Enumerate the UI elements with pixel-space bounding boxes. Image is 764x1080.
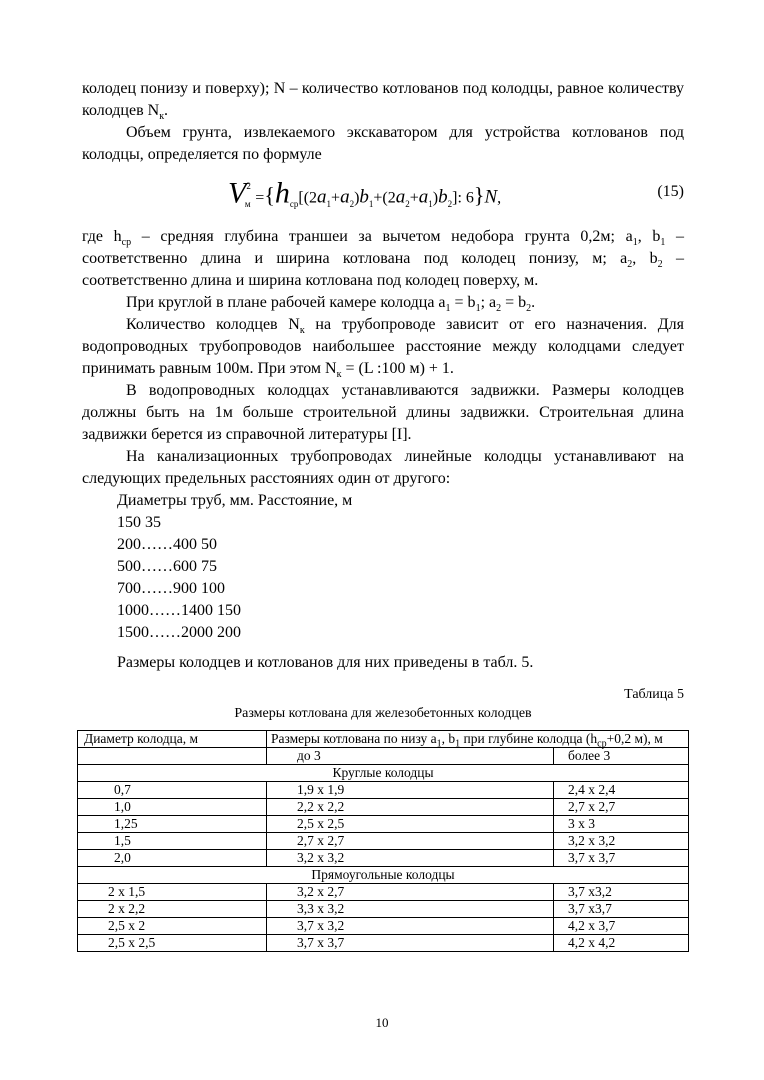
list-item: 500……600 75 bbox=[117, 558, 217, 575]
table-section-row bbox=[78, 867, 689, 884]
cell: 3,2 х 3,2 bbox=[554, 833, 689, 850]
cell: 4,2 х 4,2 bbox=[554, 935, 689, 952]
paragraph-sewer: На канализационных трубопроводах линейные колодцы устанавливают на следующих предельных расстояниях один от другого: bbox=[82, 448, 684, 487]
header-cell: Диаметр колодца, м bbox=[78, 731, 267, 748]
list-item: 700……900 100 bbox=[117, 580, 225, 597]
table-row bbox=[78, 901, 689, 918]
cell: 3,7 х3,7 bbox=[554, 901, 689, 918]
table-caption: Размеры котлована для железобетонных колодцев bbox=[234, 706, 532, 721]
list-item: 200……400 50 bbox=[117, 536, 217, 553]
cell: 3,2 х 2,7 bbox=[267, 884, 554, 901]
cell: 1,25 bbox=[78, 816, 267, 833]
cell: 2,0 bbox=[78, 850, 267, 867]
table-row bbox=[78, 799, 689, 816]
cell: 3 х 3 bbox=[554, 816, 689, 833]
paragraph-valves: В водопроводных колодцах устанавливаются задвижки. Размеры колодцев должны быть на 1м больше строительной длины задвижки. Строительная длина задвижки берется из справочной литературы [I]. bbox=[82, 382, 684, 443]
cell: 3,7 х3,2 bbox=[554, 884, 689, 901]
pit-size-table bbox=[77, 730, 689, 952]
cell: 2,7 х 2,7 bbox=[554, 799, 689, 816]
text-middle bbox=[82, 226, 684, 490]
cell: 3,7 х 3,2 bbox=[267, 918, 554, 935]
cell: 2 х 2,2 bbox=[78, 901, 267, 918]
formula: $V^2_м =\{h_{ср}[(2a_1+a_2)b_1+(2a_2+a_1)b_2]$: 6}N, bbox=[228, 176, 502, 210]
cell: 2,7 х 2,7 bbox=[267, 833, 554, 850]
section-title: Круглые колодцы bbox=[78, 765, 689, 782]
cell: 3,2 х 3,2 bbox=[267, 850, 554, 867]
formula-number: (15) bbox=[657, 183, 684, 200]
table-row bbox=[78, 935, 689, 952]
table-row bbox=[78, 918, 689, 935]
table-row bbox=[78, 850, 689, 867]
cell: 3,7 х 3,7 bbox=[554, 850, 689, 867]
cell: 3,7 х 3,7 bbox=[267, 935, 554, 952]
header-cell bbox=[78, 748, 267, 765]
table-label: Таблица 5 bbox=[624, 687, 684, 702]
paragraph-definitions: где $h_{ср}$ – средняя глубина траншеи за вычетом недобора грунта 0,2м; $a_1$, $b_1$ – соответственно длина и ширина котлована под колодец понизу, м; $a_2$, $b_2$ – соответственно длина и ширина котлована под колодец поверху, м. bbox=[82, 228, 685, 289]
text-top bbox=[82, 78, 684, 166]
table-reference: Размеры колодцев и котлованов для них приведены в табл. 5. bbox=[117, 654, 534, 671]
list-item: 150 35 bbox=[117, 514, 161, 531]
paragraph-wells-count: Количество колодцев $N_к$ на трубопроводе зависит от его назначения. Для водопроводных трубопроводов наибольшее расстояние между колодцами следует принимать равным 100м. При этом $N_к = (L$ :100 м) + 1. bbox=[82, 316, 685, 381]
page-number: 10 bbox=[375, 1015, 389, 1030]
cell: 2 х 1,5 bbox=[78, 884, 267, 901]
cell: 4,2 х 3,7 bbox=[554, 918, 689, 935]
paragraph-continuation: колодец понизу и поверху); N – количество котлованов под колодцы, равное количеству колодцев $N_к$. bbox=[82, 80, 684, 123]
table-header-row bbox=[78, 731, 689, 748]
cell: 1,9 х 1,9 bbox=[267, 782, 554, 799]
cell: 2,5 х 2,5 bbox=[267, 816, 554, 833]
list-item: 1500……2000 200 bbox=[117, 624, 241, 641]
paragraph-volume: Объем грунта, извлекаемого экскаватором для устройства котлованов под колодцы, определяется по формуле bbox=[82, 124, 684, 163]
cell: 0,7 bbox=[78, 782, 267, 799]
cell: 2,5 х 2 bbox=[78, 918, 267, 935]
section-title: Прямоугольные колодцы bbox=[78, 867, 689, 884]
table-row bbox=[78, 816, 689, 833]
cell: 3,3 х 3,2 bbox=[267, 901, 554, 918]
table-row bbox=[78, 884, 689, 901]
formula-row bbox=[82, 170, 684, 214]
table-section-row bbox=[78, 765, 689, 782]
table-row bbox=[78, 782, 689, 799]
cell: 2,4 х 2,4 bbox=[554, 782, 689, 799]
cell: 2,5 х 2,5 bbox=[78, 935, 267, 952]
list-item: 1000……1400 150 bbox=[117, 602, 241, 619]
table-row bbox=[78, 833, 689, 850]
header-cell: Размеры котлована по низу $a_1$, $b_1$ при глубине колодца ($h_{ср}+0,2$ м), м bbox=[267, 731, 689, 748]
list-item: Диаметры труб, мм. Расстояние, м bbox=[117, 492, 353, 509]
cell: 2,2 х 2,2 bbox=[267, 799, 554, 816]
table-subheader-row bbox=[78, 748, 689, 765]
header-cell: более 3 bbox=[554, 748, 689, 765]
cell: 1,0 bbox=[78, 799, 267, 816]
header-cell: до 3 bbox=[267, 748, 554, 765]
cell: 1,5 bbox=[78, 833, 267, 850]
paragraph-round-chamber: При круглой в плане рабочей камере колодца $a_1 = b_1$; $a_2 = b_2$. bbox=[126, 294, 536, 315]
distance-list bbox=[117, 490, 352, 644]
